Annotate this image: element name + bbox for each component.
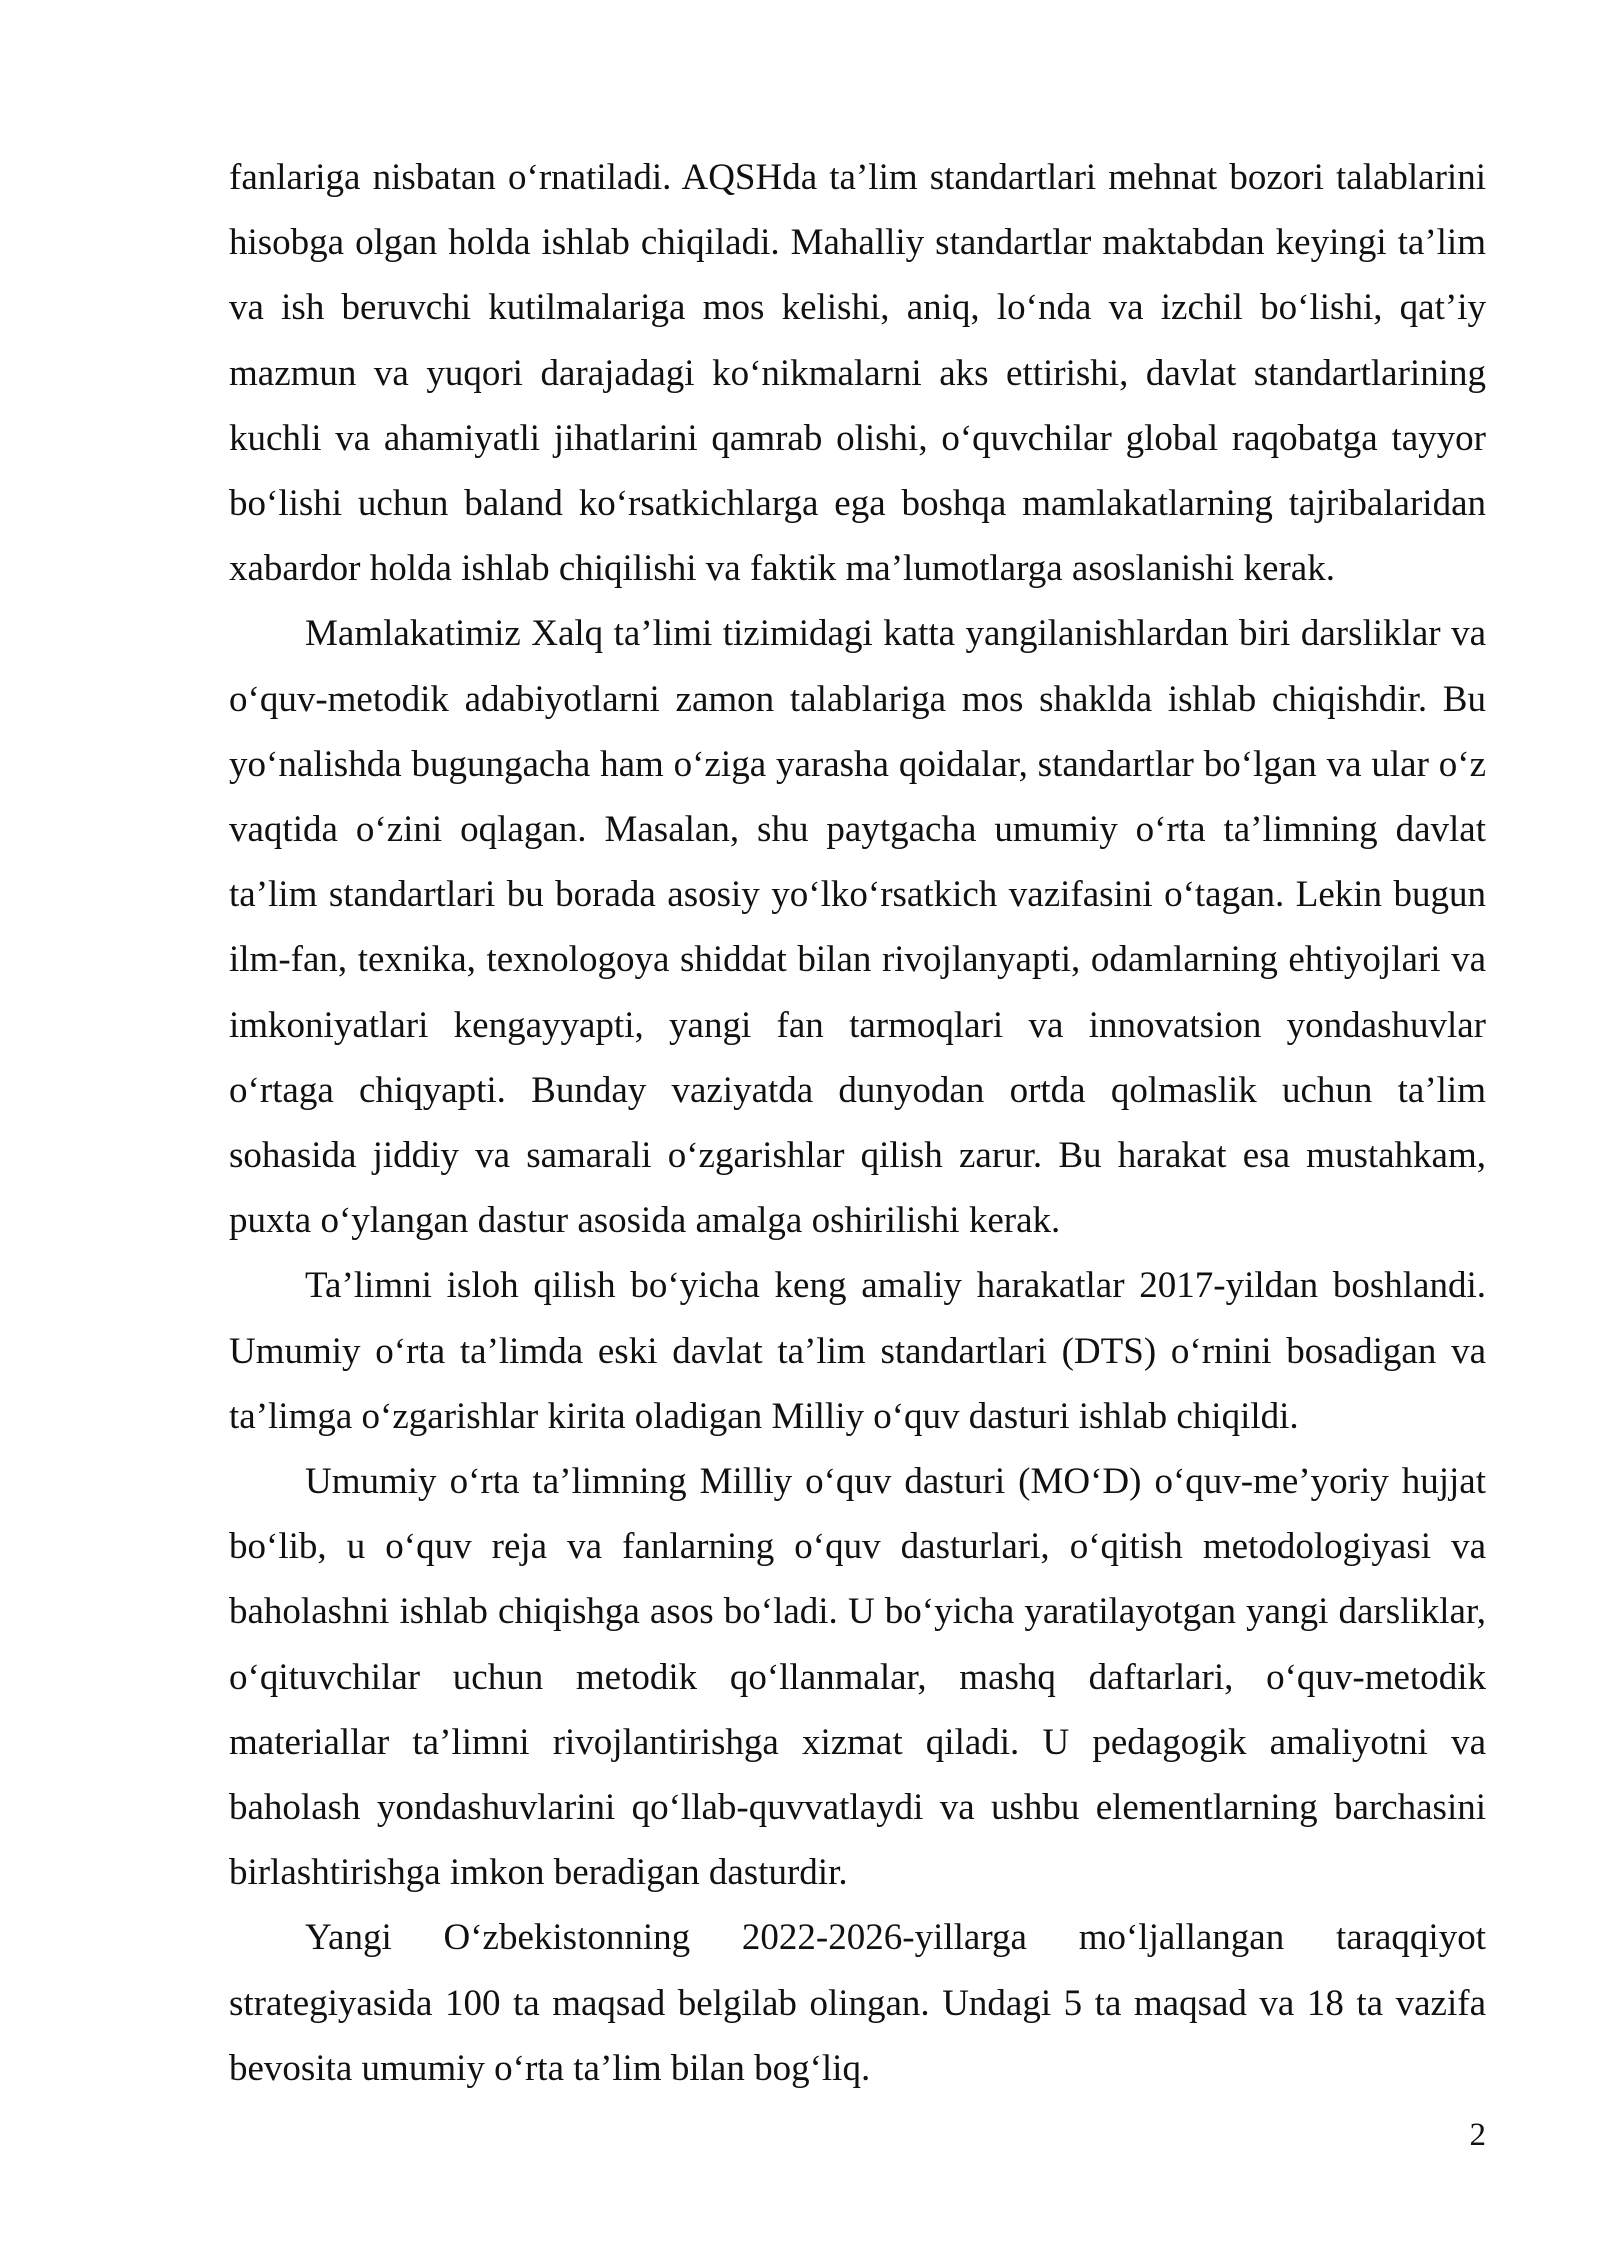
- paragraph: Taʼlimni isloh qilish boʻyicha keng amaliy harakatlar 2017-yildan boshlandi. Umumiy oʻrta taʼlimda eski davlat taʼlim standartlari (DTS) oʻrnini bosadigan va taʼlimga oʻzgarishlar kirita oladigan Milliy oʻquv dasturi ishlab chiqildi.: [229, 1265, 1486, 1437]
- paragraph: Umumiy oʻrta taʼlimning Milliy oʻquv dasturi (MOʻD) oʻquv-meʼyoriy hujjat boʻlib, u oʻquv reja va fanlarning oʻquv dasturlari, oʻqitish metodologiyasi va baholashni ishlab chiqishga asos boʻladi. U boʻyicha yaratilayotgan yangi darsliklar, oʻqituvchilar uchun metodik qoʻllanmalar, mashq daftarlari, oʻquv-metodik materiallar taʼlimni rivojlantirishga xizmat qiladi. U pedagogik amaliyotni va baholash yondashuvlarini qoʻllab-quvvatlaydi va ushbu elementlarning barchasini birlashtirishga imkon beradigan dasturdir.: [229, 1461, 1486, 1894]
- page-number: 2: [1469, 2117, 1486, 2153]
- paragraph: fanlariga nisbatan oʻrnatiladi. AQSHda taʼlim standartlari mehnat bozori talablarini hisobga olgan holda ishlab chiqiladi. Mahalliy standartlar maktabdan keyingi taʼlim va ish beruvchi kutilmalariga mos kelishi, aniq, loʻnda va izchil boʻlishi, qatʼiy mazmun va yuqori darajadagi koʻnikmalarni aks ettirishi, davlat standartlarining kuchli va ahamiyatli jihatlarini qamrab olishi, oʻquvchilar global raqobatga tayyor boʻlishi uchun baland koʻrsatkichlarga ega boshqa mamlakatlarning tajribalaridan xabardor holda ishlab chiqilishi va faktik maʼlumotlarga asoslanishi kerak.: [229, 157, 1486, 590]
- document-body: [229, 145, 1486, 2101]
- paragraph: Mamlakatimiz Xalq taʼlimi tizimidagi katta yangilanishlardan biri darsliklar va oʻquv-metodik adabiyotlarni zamon talablariga mos shaklda ishlab chiqishdir. Bu yoʻnalishda bugungacha ham oʻziga yarasha qoidalar, standartlar boʻlgan va ular oʻz vaqtida oʻzini oqlagan. Masalan, shu paytgacha umumiy oʻrta taʼlimning davlat taʼlim standartlari bu borada asosiy yoʻlkoʻrsatkich vazifasini oʻtagan. Lekin bugun ilm-fan, texnika, texnologoya shiddat bilan rivojlanyapti, odamlarning ehtiyojlari va imkoniyatlari kengayyapti, yangi fan tarmoqlari va innovatsion yondashuvlar oʻrtaga chiqyapti. Bunday vaziyatda dunyodan ortda qolmaslik uchun taʼlim sohasida jiddiy va samarali oʻzgarishlar qilish zarur. Bu harakat esa mustahkam, puxta oʻylangan dastur asosida amalga oshirilishi kerak.: [229, 613, 1486, 1242]
- paragraph: Yangi Oʻzbekistonning 2022-2026-yillarga moʻljallangan taraqqiyot strategiyasida 100 ta maqsad belgilab olingan. Undagi 5 ta maqsad va 18 ta vazifa bevosita umumiy oʻrta taʼlim bilan bogʻliq.: [229, 1917, 1486, 2089]
